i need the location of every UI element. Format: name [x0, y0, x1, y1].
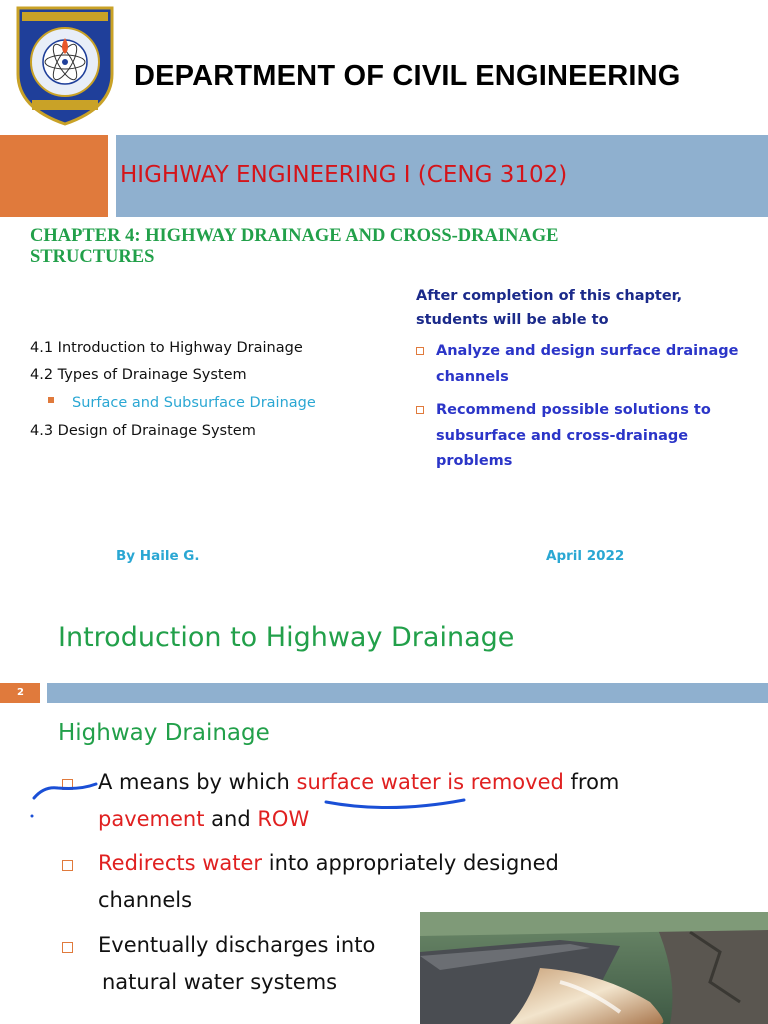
bullet-line: channels	[98, 888, 193, 912]
bullet-line	[98, 845, 559, 882]
department-title: DEPARTMENT OF CIVIL ENGINEERING	[134, 60, 681, 92]
author: By Haile G.	[116, 548, 200, 564]
toc-item-4-2: 4.2 Types of Drainage System	[30, 367, 247, 383]
bullet-item	[62, 927, 375, 1001]
objective-item	[416, 339, 756, 390]
bullet-line: natural water systems	[102, 970, 338, 994]
handwritten-annotation	[30, 768, 490, 828]
slide-subtitle: Highway Drainage	[58, 720, 270, 746]
bullet-line: Eventually discharges into	[98, 933, 376, 957]
slide-divider-bar	[47, 683, 768, 703]
text: from	[563, 770, 620, 794]
objective-item	[416, 398, 756, 475]
course-title: HIGHWAY ENGINEERING I (CENG 3102)	[120, 162, 568, 188]
flooded-road-photo	[420, 912, 768, 1024]
toc-item-4-3: 4.3 Design of Drainage System	[30, 423, 256, 439]
square-outline-bullet-icon	[416, 347, 424, 355]
toc-subitem-label: Surface and Subsurface Drainage	[72, 395, 316, 411]
toc-subitem	[48, 395, 316, 411]
text: into appropriately designed	[262, 851, 559, 875]
text: A means by which	[98, 770, 297, 794]
university-logo	[14, 4, 116, 128]
text: and	[204, 807, 258, 831]
objective-text: Analyze and design surface drainage channels	[436, 343, 739, 385]
square-filled-bullet-icon	[48, 397, 54, 403]
square-outline-bullet-icon	[416, 406, 424, 414]
chapter-title: CHAPTER 4: HIGHWAY DRAINAGE AND CROSS-DRAINAGE STRUCTURES	[30, 226, 559, 267]
highlight-text: surface water is removed	[296, 770, 564, 794]
square-outline-bullet-icon	[62, 942, 73, 953]
objective-text: Recommend possible solutions to subsurface and cross-drainage problems	[436, 402, 711, 469]
objectives-intro: After completion of this chapter, students will be able to	[416, 288, 683, 328]
highlight-text: Redirects water	[98, 851, 263, 875]
orange-accent-block	[0, 135, 108, 217]
square-outline-bullet-icon	[62, 860, 73, 871]
slide-number: 2	[0, 683, 40, 703]
highlight-text: ROW	[257, 807, 310, 831]
highlight-text: pavement	[98, 807, 205, 831]
toc-item-4-1: 4.1 Introduction to Highway Drainage	[30, 340, 303, 356]
date: April 2022	[546, 548, 625, 564]
bullet-item	[62, 845, 559, 919]
slide-title: Introduction to Highway Drainage	[58, 622, 515, 653]
